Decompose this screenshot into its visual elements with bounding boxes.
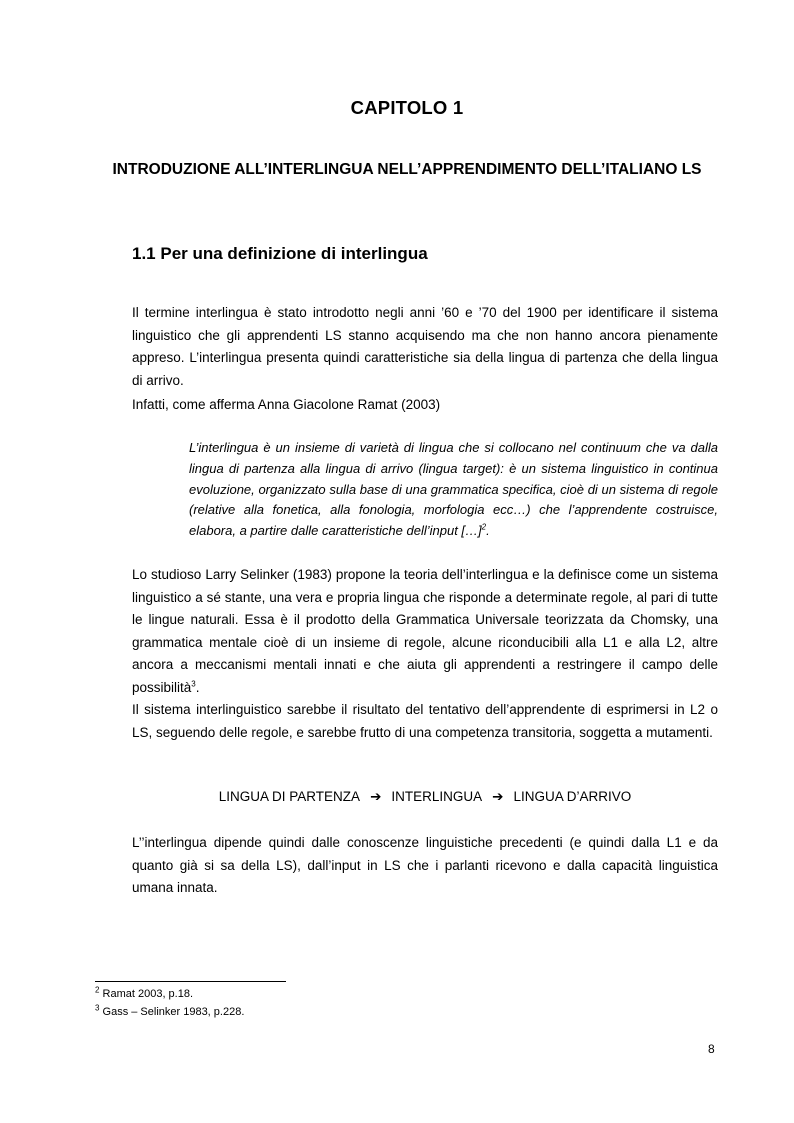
diagram-middle-label: INTERLINGUA — [391, 789, 483, 804]
footnote-ref-2: 2 — [481, 522, 487, 532]
diagram-end-label: LINGUA D’ARRIVO — [513, 789, 632, 804]
paragraph-1: Il termine interlingua è stato introdotto negli anni ’60 e ’70 del 1900 per identificare il sistema linguistico che gli apprendenti LS stanno acquisendo ma che non hanno ancora pienamente appreso. L’interlingua presenta quindi caratteristiche sia della lingua di partenza che della lingua di arrivo. — [132, 305, 718, 388]
arrow-right-icon: ➔ — [370, 789, 382, 804]
quote-text: L’interlingua è un insieme di varietà di lingua che si collocano nel continuum che va dalla lingua di partenza alla lingua di arrivo (lingua target): è un sistema linguistico in continua evoluzione, organizzato sulla base di una grammatica specifica, cioè di un sistema di regole (relative alla fonetica, alla fonologia, morfologia ecc…) che l’apprendente costruisce, elabora, a partire dalle caratteristiche dell’input […] — [189, 440, 718, 539]
paragraph-5: L’’interlingua dipende quindi dalle conoscenze linguistiche precedenti (e quindi dalla L1 e da quanto già si sa della LS), dall’input in LS che i parlanti ricevono e dalla capacità linguistica umana innata. — [132, 835, 718, 895]
block-quote — [189, 438, 718, 542]
section-heading: 1.1 Per una definizione di interlingua — [132, 244, 428, 263]
interlanguage-diagram — [0, 789, 794, 805]
footnote-3 — [95, 1003, 245, 1018]
footnote-text: Gass – Selinker 1983, p.228. — [102, 1006, 245, 1018]
footnote-ref-3: 3 — [191, 679, 196, 688]
page-number: 8 — [708, 1042, 715, 1056]
paragraph-2: Infatti, come afferma Anna Giacolone Ramat (2003) — [132, 397, 441, 412]
arrow-right-icon: ➔ — [492, 789, 504, 804]
footnote-2 — [95, 985, 194, 1000]
footnote-text: Ramat 2003, p.18. — [102, 988, 194, 1000]
chapter-title: CAPITOLO 1 — [350, 97, 464, 118]
paragraph-3-text: Lo studioso Larry Selinker (1983) propone la teoria dell’interlingua e la definisce come un sistema linguistico a sé stante, una vera e propria lingua che risponde a determinate regole, al pari di tutte le lingue naturali. Essa è il prodotto della Grammatica Universale teorizzata da Chomsky, una grammatica mentale cioè di un insieme di regole, alcune riconducibili alla L1 e alla L2, altre ancora a meccanismi mentali innati e che aiuta gli apprendenti a restringere il campo delle possibilità — [132, 567, 718, 695]
footnote-divider — [95, 981, 286, 982]
footnote-mark: 2 — [95, 985, 100, 995]
footnote-mark: 3 — [95, 1003, 100, 1013]
paragraph-4: Il sistema interlinguistico sarebbe il risultato del tentativo dell’apprendente di esprimersi in L2 o LS, seguendo delle regole, e sarebbe frutto di una competenza transitoria, soggetta a mutamenti. — [132, 702, 718, 740]
paragraph-3 — [132, 564, 718, 699]
diagram-start-label: LINGUA DI PARTENZA — [218, 789, 361, 804]
quote-end: . — [486, 523, 490, 539]
paragraph-3-end: . — [195, 679, 200, 695]
chapter-subtitle: INTRODUZIONE ALL’INTERLINGUA NELL’APPRENDIMENTO DELL’ITALIANO LS — [112, 161, 702, 178]
